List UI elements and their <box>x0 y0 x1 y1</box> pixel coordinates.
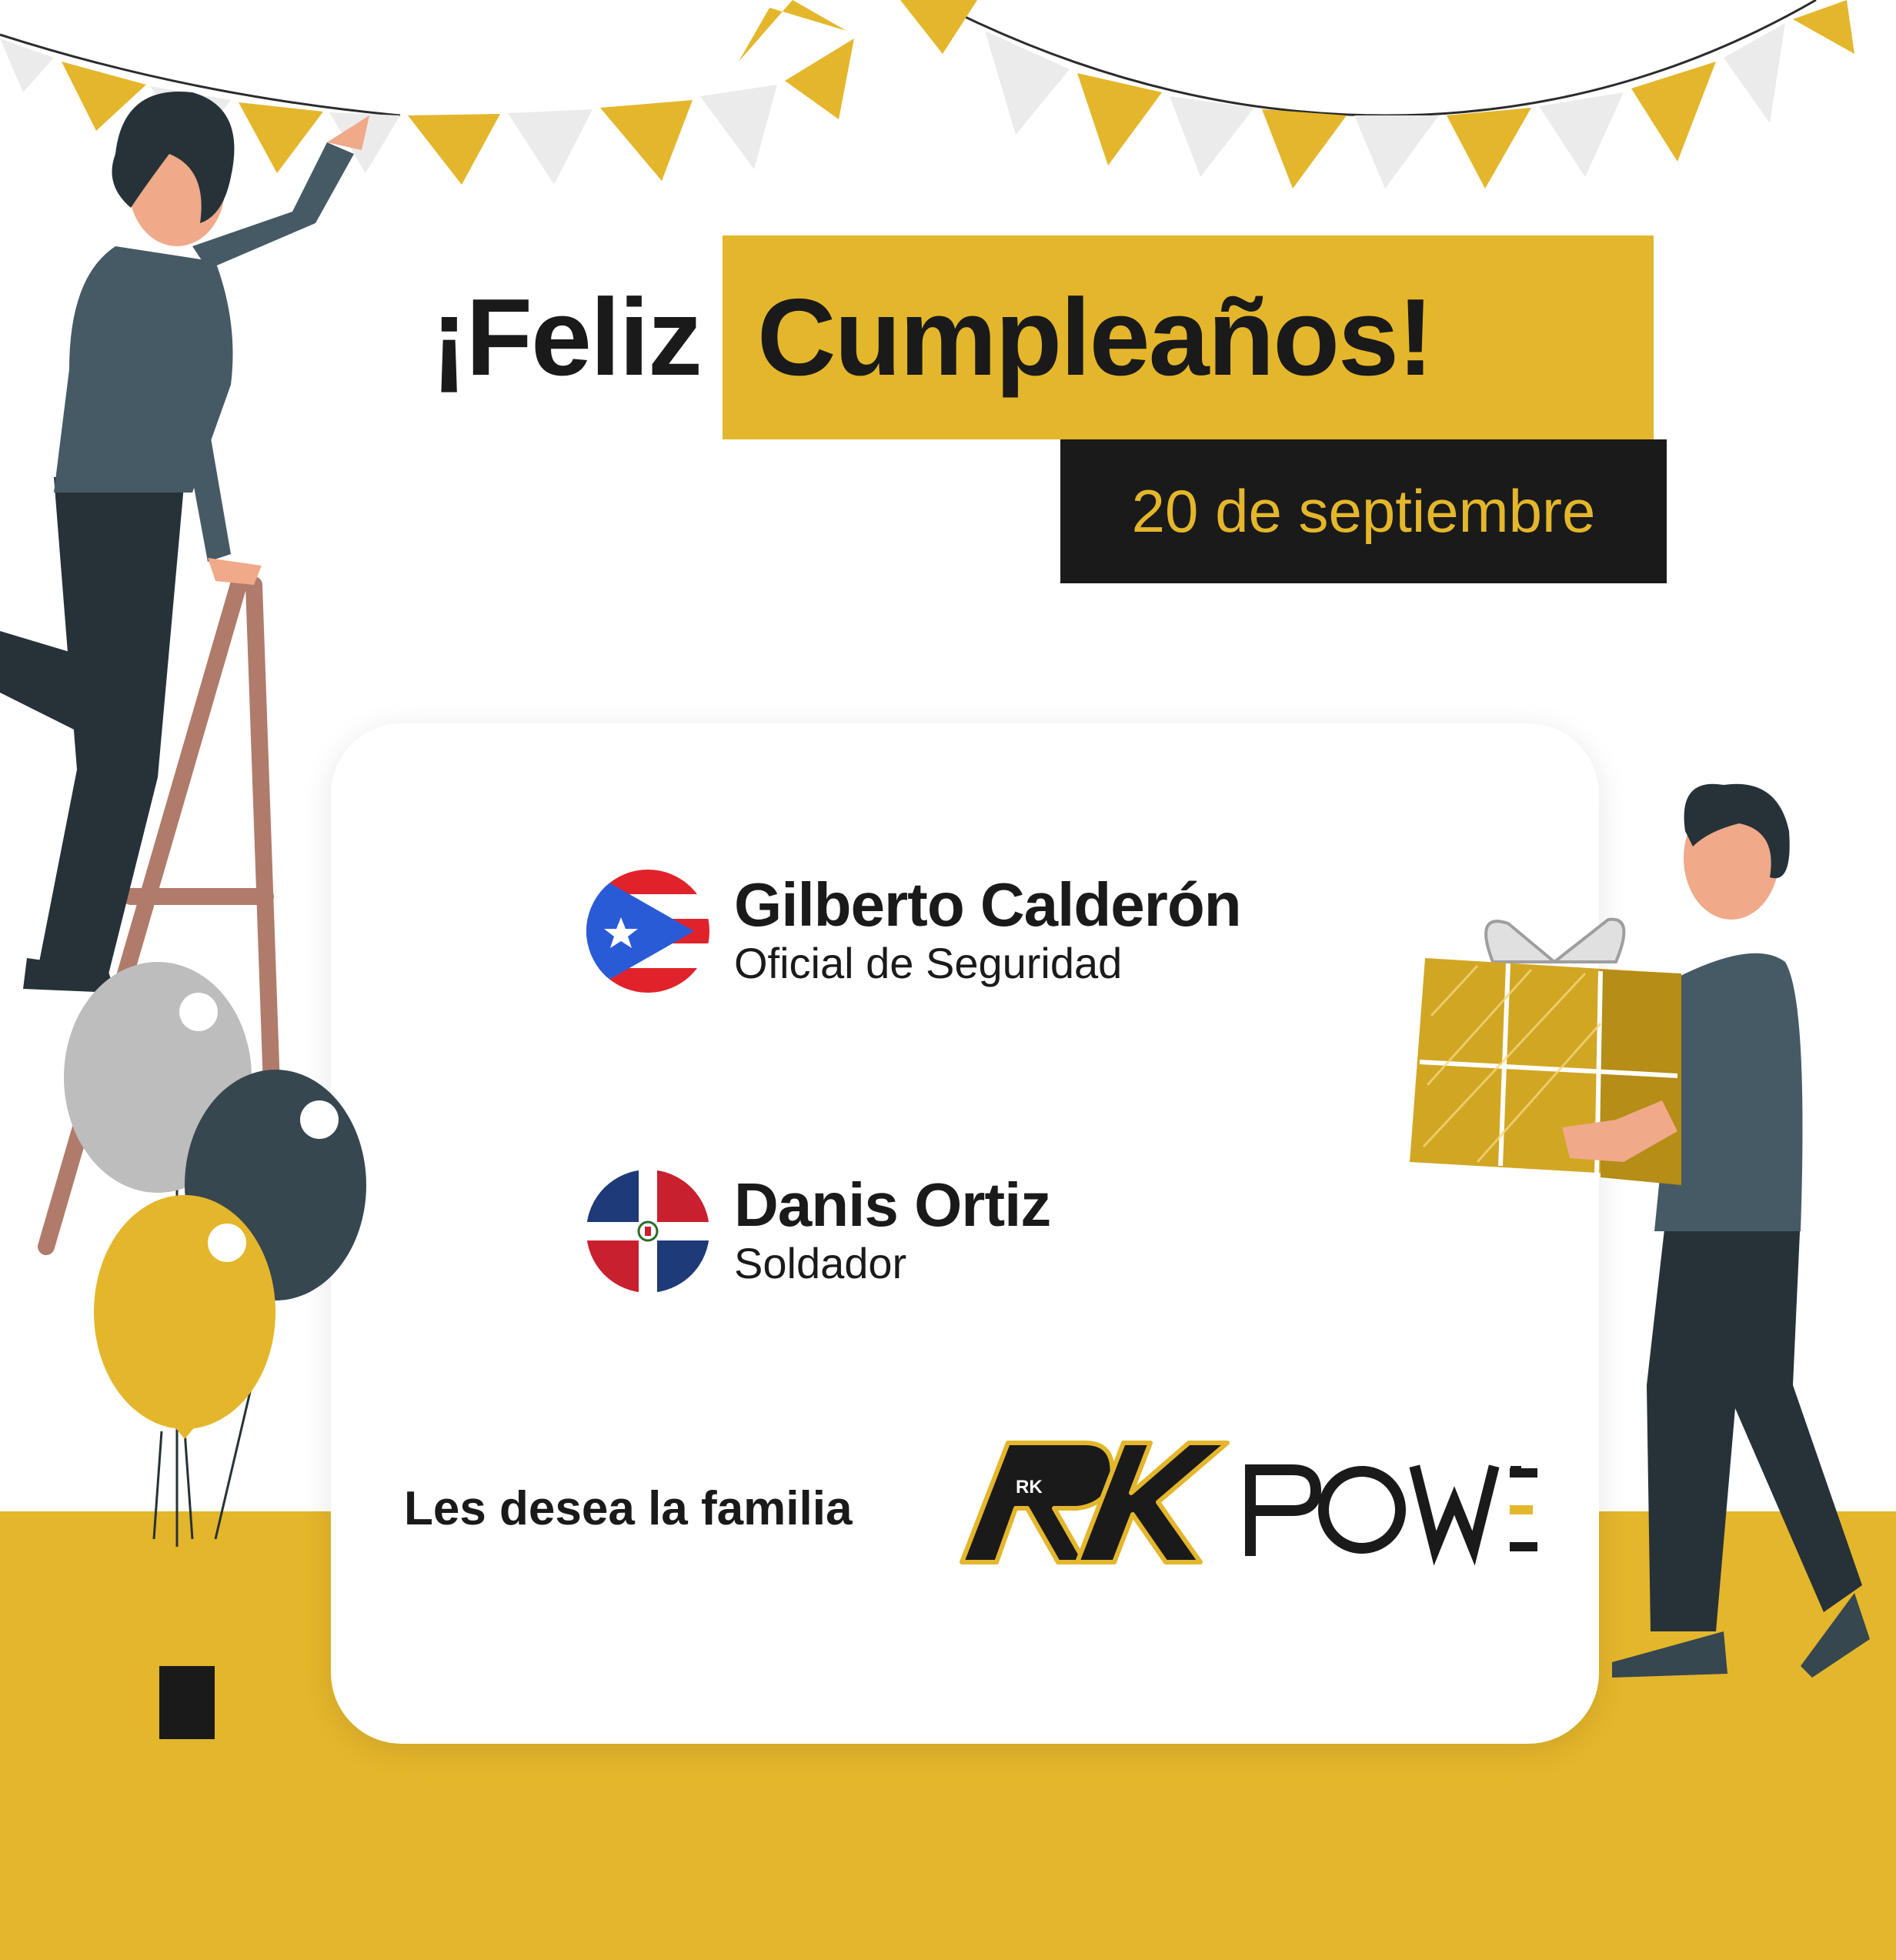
honoree-name: Danis Ortiz <box>734 1170 1051 1240</box>
honoree-role: Soldador <box>734 1239 907 1288</box>
title-prefix: ¡Feliz <box>431 275 701 399</box>
footer-wish: Les desea la familia <box>404 1482 853 1535</box>
honoree-name: Gilberto Calderón <box>734 870 1241 940</box>
brand-name: POWER <box>931 1431 934 1432</box>
honoree-role: Oficial de Seguridad <box>734 939 1123 988</box>
birthday-date: 20 de septiembre <box>1060 439 1667 583</box>
title-highlight: Cumpleaños! <box>723 235 1654 439</box>
brand-mark-letters: RK <box>1016 1477 1043 1498</box>
